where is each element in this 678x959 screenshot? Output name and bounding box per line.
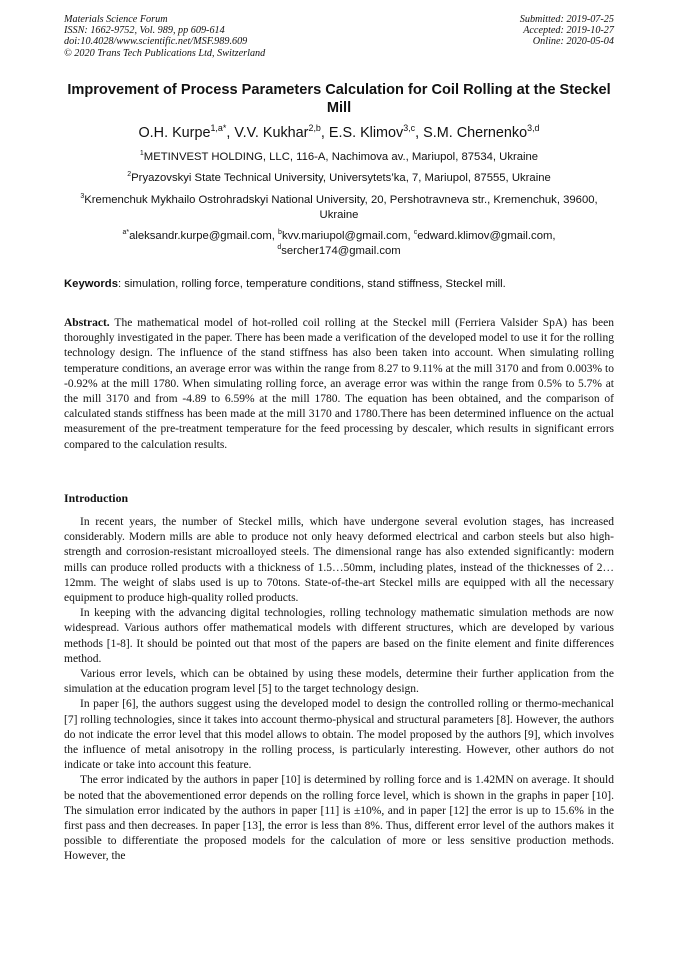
abstract [64, 316, 614, 453]
author: O.H. Kurpe$^{1,a*}$, [138, 123, 235, 141]
keywords-text: : simulation, rolling force, temperature conditions, stand stiffness, Steckel mill. [118, 278, 506, 290]
author-emails: $^{a*}$aleksandr.kurpe@gmail.com, $^b$kvv.mariupol@gmail.com, $^c$edward.klimov@gmail.com, $^d$sercher174@gmail.com [122, 229, 556, 257]
introduction-body [64, 515, 614, 865]
email-link[interactable]: kvv.mariupol@gmail.com, [281, 230, 414, 242]
abstract-text: The mathematical model of hot-rolled coil rolling at the Steckel mill (Ferriera Valsider SpA) has been thoroughly investigated in the paper. There has been made a verification of the developed model to use it for the rolling technology design. The influence of the stand stiffness has also been taken into account. When simulating rolling temperature conditions, an average error was within the range from 8.27 to 9.11% at the mill 3170 and from 0.003% to -0.92% at the mill 1780. When simulating rolling force, an average error was within the range from 0.5% to 5.7% at the mill 3170 and from -4.89 to 6.59% at the mill 1780. The equation has been obtained, and the comparison of calculated stands stiffness has been made at the mill 3170 and 1780.There has been determined influence on the actual measurement of the pre-treatment temperature for the feed processing by descaler, which results in significant errors compared to the calculation results. [64, 317, 614, 451]
section-heading: Introduction [64, 491, 129, 505]
paper-title: Improvement of Process Parameters Calculation for Coil Rolling at the Steckel Mill [67, 82, 611, 116]
paragraph: In paper [6], the authors suggest using the developed model to design the controlled rolling or thermo-mechanical [7] rolling technologies, since it takes into account thermo-physical and structural parameters [8]. However, the authors do not indicate the error level that this model allows to obtain. The model proposed by the authors [9], which involves the influence of metal anisotropy in the rolling process, is particularly interesting. However, other authors do not indicate or take into account this feature. [64, 698, 614, 772]
paragraph: The error indicated by the authors in paper [10] is determined by rolling force and is 1.42MN on average. It should be noted that the abovementioned error depends on the rolling force level, which is shown in the graphs in paper [10]. The simulation error indicated by the authors in paper [11] is ±10%, and in paper [12] the error is up to 15.6% in the first pass and then decreases. In paper [13], the error is less than 8%. Thus, different error level of the authors makes it possible to differentiate the proposed models for the calculation of more or less sensitive production methods. However, the [64, 774, 614, 863]
author: S.M. Chernenko$^{3,d}$ [423, 123, 540, 141]
affiliation-1: $^1$METINVEST HOLDING, LLC, 116-A, Nachimova av., Mariupol, 87534, Ukraine [139, 150, 539, 163]
paragraph: Various error levels, which can be obtained by using these models, determine their further application from the simulation at the education program level [5] to the target technology design. [64, 668, 614, 696]
paragraph: In keeping with the advancing digital technologies, rolling technology mathematic simulation methods are now widespread. Various authors offer mathematical models with different structures, which are developed by various methods [1-8]. It should be pointed out that most of the papers are based on the finite element and finite differences method. [64, 607, 614, 665]
journal-copyright: © 2020 Trans Tech Publications Ltd, Switzerland [64, 47, 266, 59]
journal-doi: doi:10.4028/www.scientific.net/MSF.989.609 [64, 36, 248, 48]
journal-issn: ISSN: 1662-9752, Vol. 989, pp 609-614 [64, 25, 225, 37]
affiliation-2: $^2$Pryazovskyi State Technical University, Universytets’ka, 7, Mariupol, 87555, Ukraine [127, 171, 551, 184]
email-link[interactable]: sercher174@gmail.com [281, 245, 401, 257]
journal-name: Materials Science Forum [64, 14, 168, 25]
keywords-label: Keywords [64, 278, 118, 290]
email-link[interactable]: edward.klimov@gmail.com, [417, 230, 556, 242]
abstract-label: Abstract. [64, 317, 110, 329]
date-submitted: Submitted: 2019-07-25 [519, 14, 614, 25]
author: V.V. Kukhar$^{2,b}$, [234, 123, 329, 141]
date-accepted: Accepted: 2019-10-27 [523, 25, 614, 37]
author: E.S. Klimov$^{3,c}$, [328, 123, 424, 141]
publication-dates [520, 14, 614, 48]
paragraph: In recent years, the number of Steckel mills, which have undergone several evolution stages, has increased considerably. Modern mills are able to produce not only heavy deformed electrical and carbon steels but also high-strength and corrosion-resistant microalloyed steels. The dimensional range has also extended significantly: modern mills can produce rolled products with a thickness of 1.5…50mm, including plates, instead of the thicknesses of 2…12mm. The weight of slabs used is up to 70tons. State-of-the-art Steckel mills are equipped with all the necessary equipment to produce high-quality rolled products. [64, 516, 614, 605]
journal-info [64, 14, 265, 59]
affiliation-3: $^3$Kremenchuk Mykhailo Ostrohradskyi National University, 20, Pershotravneva str., Kremenchuk, 39600, Ukraine [80, 193, 598, 221]
date-online: Online: 2020-05-04 [532, 36, 614, 48]
email-link[interactable]: aleksandr.kurpe@gmail.com, [129, 230, 279, 242]
author-list [40, 124, 638, 142]
keywords [64, 277, 614, 292]
